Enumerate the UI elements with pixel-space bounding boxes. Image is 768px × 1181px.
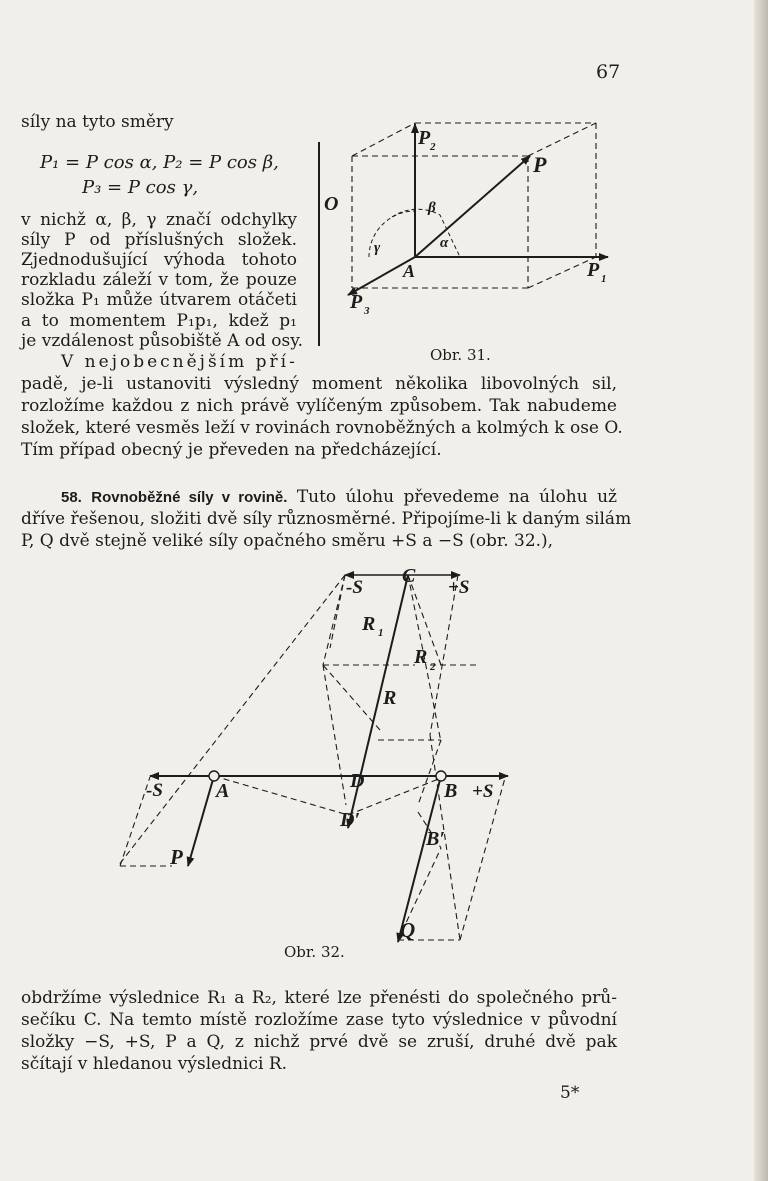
section-number: 58.	[61, 489, 82, 506]
dashed-construction	[118, 575, 505, 940]
paragraph-line: obdržíme výslednice R₁ a R₂, které lze přenésti do společného prů-	[21, 988, 617, 1008]
label-p2: P	[418, 127, 431, 149]
label-alpha: α	[440, 235, 449, 251]
label-d: D	[350, 770, 365, 792]
paragraph-line: složek, které vesměs leží v rovinách rovnoběžných a kolmých k ose O.	[21, 418, 623, 438]
label-b-prime: B′	[426, 828, 445, 850]
label-r1-sub: 1	[378, 627, 384, 639]
paragraph-line: síly P od příslušných složek.	[21, 230, 297, 250]
label-o: O	[324, 193, 339, 215]
paragraph-line: V nejobecnějším pří-	[61, 352, 298, 372]
label-r2-sub: 2	[430, 661, 436, 673]
page-number: 67	[596, 61, 621, 83]
paragraph-line: padě, je-li ustanoviti výsledný moment několika libovolných sil,	[21, 374, 617, 394]
label-p2-sub: 2	[430, 141, 436, 153]
paragraph-line: v nichž α, β, γ značí odchylky	[21, 210, 297, 230]
equation-line-2: P₃ = P cos γ,	[82, 177, 199, 198]
paragraph-line: sčítají v hledanou výslednici R.	[21, 1054, 288, 1074]
paragraph-line: Zjednodušující výhoda tohoto	[21, 250, 297, 270]
label-plus-s-right: +S	[472, 781, 494, 802]
label-r1: R	[362, 613, 376, 635]
label-q: Q	[400, 918, 416, 942]
figure-31-caption: Obr. 31.	[430, 346, 491, 364]
label-minus-s-left: -S	[146, 780, 163, 801]
label-p: P	[170, 845, 183, 869]
paragraph-line: složky −S, +S, P a Q, z nichž prvé dvě se zruší, druhé dvě pak	[21, 1032, 617, 1052]
equation-line-1: P₁ = P cos α, P₂ = P cos β,	[40, 152, 279, 173]
paragraph-line: rozkladu záleží v tom, že pouze	[21, 270, 297, 290]
label-p3-sub: 3	[364, 305, 370, 317]
label-b: B	[444, 780, 458, 802]
paragraph-line: Tím případ obecný je převeden na předcházející.	[21, 440, 442, 460]
section-text: Tuto úlohu převedeme na úlohu už	[296, 487, 617, 507]
section-title: Rovnoběžné síly v rovině.	[91, 489, 288, 506]
label-p: P	[533, 152, 547, 177]
page-footer: 5*	[560, 1083, 580, 1103]
label-a: A	[216, 780, 230, 802]
label-beta: β	[428, 200, 436, 216]
paragraph-line: dříve řešenou, složiti dvě síly různosměrné. Připojíme-li k daným silám	[21, 509, 632, 529]
label-r: R	[383, 687, 397, 709]
label-plus-s-top: +S	[448, 577, 470, 598]
paragraph-line: je vzdálenost působiště A od osy.	[21, 331, 303, 351]
label-a: A	[403, 261, 416, 281]
label-c: C	[402, 565, 416, 587]
p-arrow	[188, 776, 214, 866]
paragraph-line: sečíku C. Na temto místě rozložíme zase tyto výslednice v původní	[21, 1010, 617, 1030]
label-p1-sub: 1	[601, 273, 607, 285]
label-p1: P	[587, 259, 600, 281]
label-p3: P	[350, 291, 363, 313]
label-gamma: γ	[374, 240, 381, 256]
paragraph-line: P, Q dvě stejně veliké síly opačného směru +S a −S (obr. 32.),	[21, 531, 554, 551]
label-d-prime: D′	[340, 809, 361, 831]
paragraph-line: rozložíme každou z nich právě vylíčeným způsobem. Tak nabudeme	[21, 396, 617, 416]
figure-32-caption: Obr. 32.	[284, 943, 345, 961]
intro-line: síly na tyto směry	[21, 112, 174, 132]
label-minus-s-top: -S	[346, 577, 363, 598]
paragraph-line: složka P₁ může útvarem otáčeti	[21, 290, 297, 310]
label-r2: R	[414, 646, 428, 668]
paragraph-line: a to momentem P₁p₁, kdež p₁	[21, 311, 297, 331]
